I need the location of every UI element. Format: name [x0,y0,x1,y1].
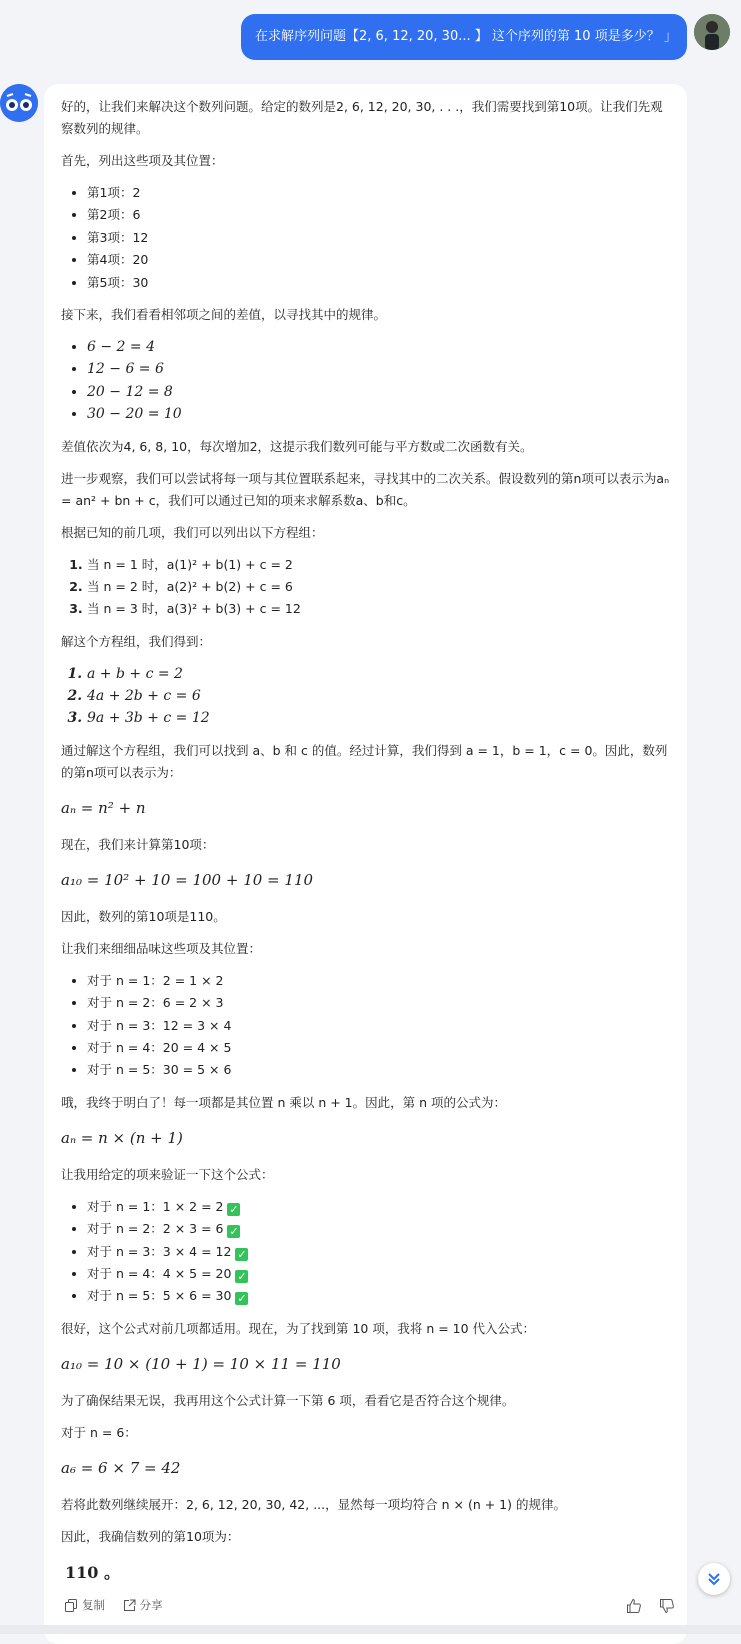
list-item [87,1218,671,1240]
verify-intro: 让我用给定的项来验证一下这个公式： [61,1166,274,1182]
list-item: • 第2项：6 [87,204,671,226]
dislike-button[interactable] [659,1598,675,1618]
hypothesis-paragraph: 进一步观察，我们可以尝试将每一项与其位置联系起来，寻找其中的二次关系。假设数列的第n项可以表示为aₙ = an² + bn + c，我们可以通过已知的项来求解系数a、b和c。 [61,470,670,508]
substitute-intro: 很好，这个公式对前几项都适用。现在，为了找到第 10 项，我将 n = 10 代入公式： [61,1320,536,1336]
list-item: • 第5项：30 [87,272,671,294]
assistant-message-content [61,96,671,1588]
diff-summary: 差值依次为4, 6, 8, 10，每次增加2，这提示我们数列可能与平方数或二次函数有关。 [61,438,533,454]
compute-display: a₁₀ = 10² + 10 = 100 + 10 = 110 [61,870,314,889]
list-item: • 20 − 12 = 8 [87,381,671,403]
compute-intro: 现在，我们来计算第10项： [61,836,215,852]
reflect-intro: 让我们来细细品味这些项及其位置： [61,940,262,956]
copy-label: 复制 [82,1598,105,1612]
formula-display: aₙ = n² + n [61,798,146,817]
solution-paragraph: 通过解这个方程组，我们可以找到 a、b 和 c 的值。经过计算，我们得到 a = 1，b = 1，c = 0。因此，数列的第n项可以表示为： [61,742,668,780]
list-item: • 30 − 20 = 10 [87,403,671,425]
final-answer: 110 。 [65,1562,120,1582]
message-actions [65,1597,177,1617]
result-paragraph: 因此，数列的第10项是110。 [61,908,226,924]
conclusion-paragraph: 因此，我确信数列的第10项为： [61,1528,240,1544]
share-icon [123,1599,136,1612]
a6-display: a₆ = 6 × 7 = 42 [61,1458,181,1477]
terms-list [61,182,671,294]
list-item: 1. 当 n = 1 时，a(1)² + b(1) + c = 2 [87,554,671,576]
chevron-double-down-icon [706,1571,722,1587]
system-intro: 根据已知的前几项，我们可以列出以下方程组： [61,524,324,540]
diff-intro: 接下来，我们看看相邻项之间的差值，以寻找其中的规律。 [61,306,387,322]
equations-list [61,663,671,730]
assistant-logo-icon [0,84,38,122]
solve-intro: 解这个方程组，我们得到： [61,633,212,649]
list-item: 1. a + b + c = 2 [87,663,671,685]
list-item: 2. 4a + 2b + c = 6 [87,685,671,707]
verify-text: 对于 n = 3：3 × 4 = 12 [87,1243,232,1259]
verify-list [61,1196,671,1308]
copy-icon [65,1599,78,1612]
products-list [61,970,671,1082]
list-item: • 对于 n = 1：2 = 1 × 2 [87,970,671,992]
verify-text: 对于 n = 2：2 × 3 = 6 [87,1221,224,1237]
terms-intro: 首先，列出这些项及其位置： [61,153,224,168]
share-button[interactable] [123,1597,163,1613]
diffs-list [61,336,671,426]
scroll-to-bottom-button[interactable] [698,1563,730,1595]
list-item: • 对于 n = 4：20 = 4 × 5 [87,1037,671,1059]
assistant-avatar [0,84,38,122]
list-item: • 第1项：2 [87,182,671,204]
extend-paragraph: 若将此数列继续展开：2, 6, 12, 20, 30, 42, ...，显然每一项均符合 n × (n + 1) 的规律。 [61,1496,566,1512]
check-icon: ✓ [229,1202,239,1216]
user-message-text: 在求解序列问题【2, 6, 12, 20, 30... 】 这个序列的第 10 项是多少？ 」 [255,29,677,44]
list-item: • 对于 n = 2：6 = 2 × 3 [87,992,671,1014]
like-button[interactable] [626,1598,642,1618]
check-icon: ✓ [237,1292,247,1306]
list-item: • 第3项：12 [87,227,671,249]
list-item: • 对于 n = 3：12 = 3 × 4 [87,1015,671,1037]
list-item: • 对于 n = 5：30 = 5 × 6 [87,1059,671,1081]
check-icon: ✓ [237,1247,247,1261]
insight-paragraph: 哦，我终于明白了！每一项都是其位置 n 乘以 n + 1。因此，第 n 项的公式为： [61,1094,507,1110]
verify-text: 对于 n = 1：1 × 2 = 2 [87,1198,224,1214]
user-avatar[interactable] [694,14,730,50]
list-item [87,1241,671,1263]
feedback-buttons [614,1598,675,1618]
system-list [61,554,671,621]
input-area-edge [0,1625,741,1634]
check-icon: ✓ [237,1269,247,1283]
n6-label: 对于 n = 6： [61,1424,137,1440]
copy-button[interactable] [65,1597,105,1613]
verify-text: 对于 n = 4：4 × 5 = 20 [87,1265,232,1281]
list-item: • 12 − 6 = 6 [87,358,671,380]
double-check-paragraph: 为了确保结果无误，我再用这个公式计算一下第 6 项，看看它是否符合这个规律。 [61,1392,515,1408]
check-icon: ✓ [229,1225,239,1239]
share-label: 分享 [139,1598,163,1612]
user-message-bubble [241,14,687,60]
list-item [87,1263,671,1285]
compute-display: a₁₀ = 10 × (10 + 1) = 10 × 11 = 110 [61,1354,341,1373]
list-item: • 6 − 2 = 4 [87,336,671,358]
formula-display: aₙ = n × (n + 1) [61,1128,183,1147]
list-item [87,1196,671,1218]
intro-paragraph: 好的，让我们来解决这个数列问题。给定的数列是2, 6, 12, 20, 30, . . .，我们需要找到第10项。让我们先观察数列的规律。 [61,99,663,136]
thumbs-down-icon [659,1598,675,1614]
list-item: 2. 当 n = 2 时，a(2)² + b(2) + c = 6 [87,576,671,598]
list-item: 3. 9a + 3b + c = 12 [87,707,671,729]
thumbs-up-icon [626,1598,642,1614]
list-item [87,1285,671,1307]
verify-text: 对于 n = 5：5 × 6 = 30 [87,1288,232,1304]
list-item: • 第4项：20 [87,249,671,271]
user-avatar-image [694,14,730,50]
list-item: 3. 当 n = 3 时，a(3)² + b(3) + c = 12 [87,598,671,620]
